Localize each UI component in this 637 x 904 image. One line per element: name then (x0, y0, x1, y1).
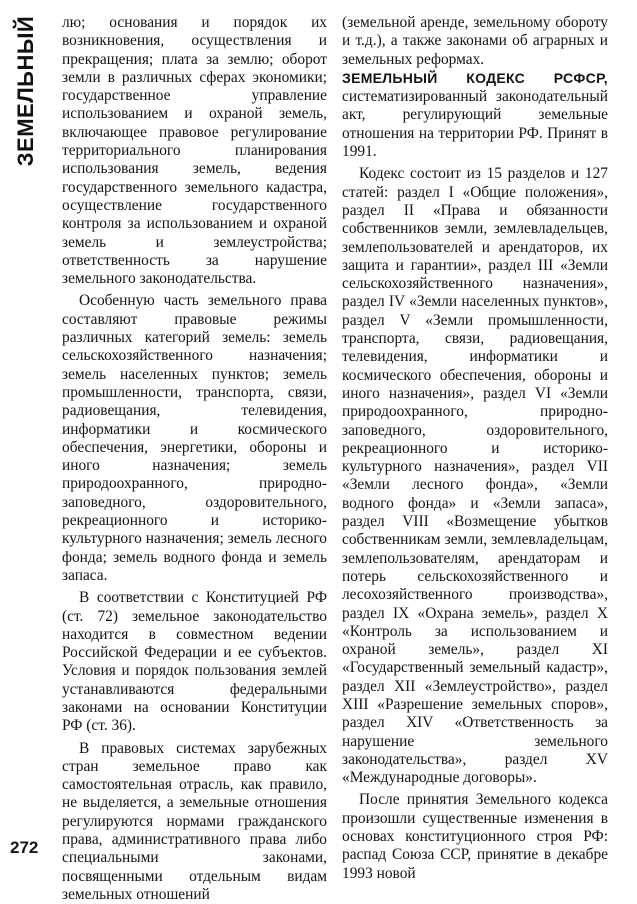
section-header (6, 16, 46, 166)
paragraph: После принятия Земельного кодекса произошли существенные изменения в основах конституционного строя РФ: распад Союза ССР, принятие в декабре 1993 новой (342, 791, 608, 882)
entry-definition: систематизированный законодательный акт, регулирующий земельные отношения на территории РФ. Принят в 1991. (342, 88, 608, 161)
paragraph: Особенную часть земельного права составляют правовые режимы различных категорий земель: земель сельскохозяйственного назначения; земель населенных пунктов; земель промышленности, транспорта, связи, радиовещания, телевидения, информатики и космического обеспечения, энергетики, обороны и иного назначения; земель природоохранного, природно-заповедного, оздоровительного, рекреационного и историко-культурного назначения; земель лесного фонда; земель водного фонда и земель запаса. (62, 292, 327, 584)
section-title: ЗЕМЕЛЬНЫЙ (13, 15, 38, 167)
paragraph: В правовых системах зарубежных стран земельное право как самостоятельная отрасль, как правило, не выделяется, а земельные отношения регулируются нормами гражданского права, административного права либо специальными законами, посвященными отдельным видам земельных отношений (62, 739, 327, 903)
entry-term: ЗЕМЕЛЬНЫЙ КОДЕКС РСФСР, (342, 69, 608, 86)
right-column (342, 14, 608, 883)
dictionary-entry (342, 69, 608, 161)
paragraph: В соответствии с Конституцией РФ (ст. 72) земельное законодательство находится в совместном ведении Российской Федерации и ее субъектов. Условия и порядок пользования землей устанавливаются федеральными законами на основании Конституции РФ (ст. 36). (62, 589, 327, 735)
page-number: 272 (10, 838, 39, 857)
left-column (62, 14, 327, 904)
paragraph: (земельной аренде, земельному обороту и т.д.), а также законами об аграрных и земельных реформах. (342, 14, 608, 68)
paragraph: лю; основания и порядок их возникновения, осуществления и прекращения; плата за землю; оборот земли в различных сферах экономики; государственное управление использованием и охраной земель, включающее правовое регулирование территориального планирования использования земель, ведения государственного земельного кадастра, осуществление государственного контроля за использованием и охраной земель и землеустройства; ответственность за нарушение земельного законодательства. (62, 14, 327, 288)
paragraph: Кодекс состоит из 15 разделов и 127 статей: раздел I «Общие положения», раздел II «Права и обязанности собственников земли, землевладельцев, землепользователей и арендаторов, их защита и гарантии», раздел III «Земли сельскохозяйственного назначения», раздел IV «Земли населенных пунктов», раздел V «Земли промышленности, транспорта, связи, радиовещания, телевидения, информатики и космического обеспечения, обороны и иного назначения», раздел VI «Земли природоохранного, природно-заповедного, оздоровительного, рекреационного и историко-культурного назначения», раздел VII «Земли лесного фонда», «Земли водного фонда» и «Земли запаса», раздел VIII «Возмещение убытков собственникам земли, землевладельцам, землепользователям, арендаторам и потерь сельскохозяйственного и лесохозяйственного производства», раздел IX «Охрана земель», раздел X «Контроль за использованием и охраной земель», раздел XI «Государственный земельный кадастр», раздел XII «Землеустройство», раздел XIII «Разрешение земельных споров», раздел XIV «Ответственность за нарушение земельного законодательства», раздел XV «Международные договоры». (342, 165, 608, 787)
